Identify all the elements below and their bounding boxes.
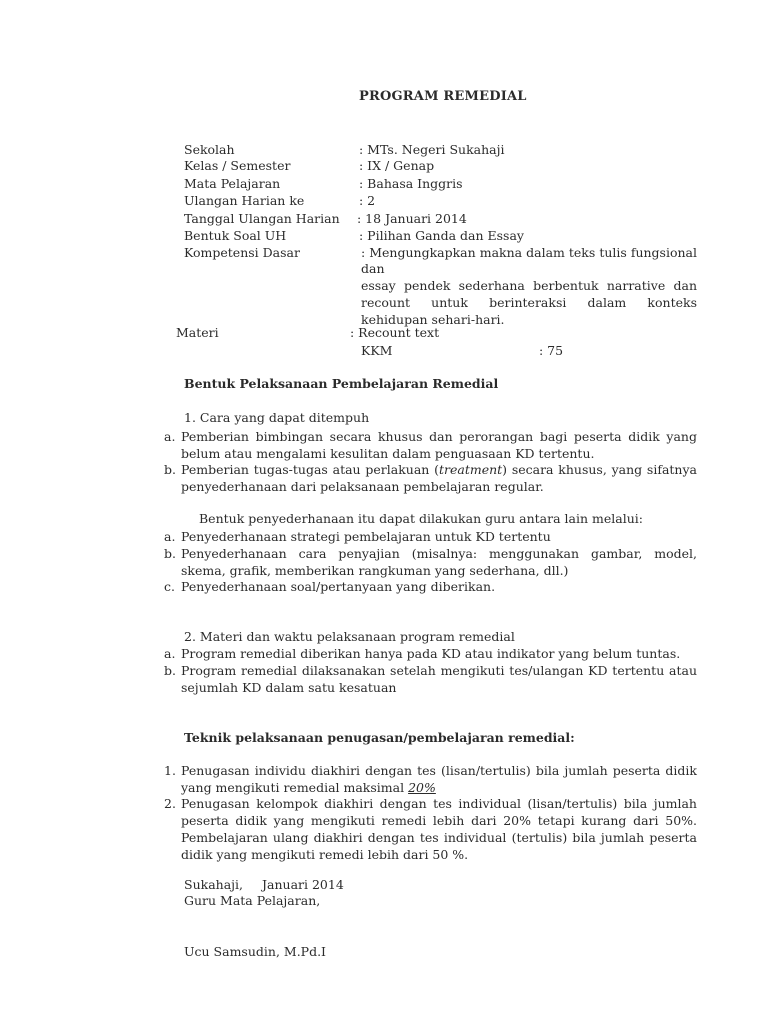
simplification-intro: Bentuk penyederhanaan itu dapat dilakukan guru antara lain melalui:: [199, 511, 643, 526]
page-title: PROGRAM REMEDIAL: [359, 89, 527, 104]
signature-role: Guru Mata Pelajaran,: [184, 893, 321, 908]
list-marker: b.: [164, 546, 176, 561]
list-item-text: Program remedial dilaksanakan setelah mengikuti tes/ulangan KD tertentu atau sejumlah KD dalam satu kesatuan: [181, 663, 697, 695]
kkm-label: KKM: [361, 343, 393, 358]
list-item-1-text: Penugasan individu diakhiri dengan tes (lisan/tertulis) bila jumlah peserta didik yang mengikuti remedial maksimal 20%: [181, 763, 697, 795]
list-item-2-text: Penugasan kelompok diakhiri dengan tes individual (lisan/tertulis) bila jumlah peserta didik yang mengikuti remedi lebih dari 20% tetapi kurang dari 50%. Pembelajaran ulang diakhiri dengan tes individual (tertulis) bila jumlah peserta didik yang mengikuti remedi lebih dari 50 %.: [181, 796, 697, 862]
list-marker: c.: [164, 579, 175, 594]
kkm-value: : 75: [539, 343, 564, 358]
treatment-italic: treatment: [438, 462, 503, 477]
list-marker: 2.: [164, 796, 176, 811]
signature-place: Sukahaji,: [184, 877, 243, 892]
max-percent: 20%: [408, 780, 436, 795]
list-marker: 1.: [164, 763, 176, 778]
section1-sub1: 1. Cara yang dapat ditempuh: [184, 410, 370, 425]
mapel-label: Mata Pelajaran: [184, 176, 281, 191]
list-marker: b.: [164, 663, 176, 678]
sekolah-label: Sekolah: [184, 142, 235, 157]
list-marker: a.: [164, 529, 176, 544]
section1-heading: Bentuk Pelaksanaan Pembelajaran Remedial: [184, 376, 499, 391]
mapel-value: : Bahasa Inggris: [359, 176, 463, 191]
section2-heading: Teknik pelaksanaan penugasan/pembelajaran remedial:: [184, 730, 575, 745]
kelas-value: : IX / Genap: [359, 158, 435, 173]
section1-sub2: 2. Materi dan waktu pelaksanaan program remedial: [184, 629, 515, 644]
bentuk-soal-value: : Pilihan Ganda dan Essay: [359, 228, 524, 243]
list-item-text: Penyederhanaan strategi pembelajaran untuk KD tertentu: [181, 529, 551, 544]
kelas-label: Kelas / Semester: [184, 158, 291, 173]
kd-value-line1: : Mengungkapkan makna dalam teks tulis fungsional: [361, 245, 697, 260]
list-item-text: Penyederhanaan soal/pertanyaan yang diberikan.: [181, 579, 496, 594]
kd-value-rest: essay pendek sederhana berbentuk narrative dan recount untuk berinteraksi dalam konteks kehidupan sehari-hari.: [361, 278, 697, 327]
kd-value-line2: dan: [361, 261, 385, 276]
list-item-text: Penyederhanaan cara penyajian (misalnya: menggunakan gambar, model, skema, grafik, memberikan rangkuman yang sederhana, dll.): [181, 546, 697, 578]
materi-label: Materi: [176, 325, 219, 340]
tanggal-value: : 18 Januari 2014: [357, 211, 467, 226]
kd-label: Kompetensi Dasar: [184, 245, 300, 260]
uh-label: Ulangan Harian ke: [184, 193, 305, 208]
uh-value: : 2: [359, 193, 376, 208]
signature-date: Januari 2014: [262, 877, 344, 892]
materi-value: : Recount text: [350, 325, 440, 340]
bentuk-soal-label: Bentuk Soal UH: [184, 228, 287, 243]
list-item-b-text: Pemberian tugas-tugas atau perlakuan (treatment) secara khusus, yang sifatnya penyederhanaan dari pelaksanaan pembelajaran regular.: [181, 462, 697, 494]
list-marker: a.: [164, 646, 176, 661]
sekolah-value: : MTs. Negeri Sukahaji: [359, 142, 505, 157]
signature-name: Ucu Samsudin, M.Pd.I: [184, 944, 326, 959]
list-marker: a.: [164, 429, 176, 444]
tanggal-label: Tanggal Ulangan Harian: [184, 211, 340, 226]
list-item-text: Program remedial diberikan hanya pada KD atau indikator yang belum tuntas.: [181, 646, 681, 661]
list-marker: b.: [164, 462, 176, 477]
list-item-a-text: Pemberian bimbingan secara khusus dan perorangan bagi peserta didik yang belum atau mengalami kesulitan dalam penguasaan KD tertentu.: [181, 429, 697, 461]
